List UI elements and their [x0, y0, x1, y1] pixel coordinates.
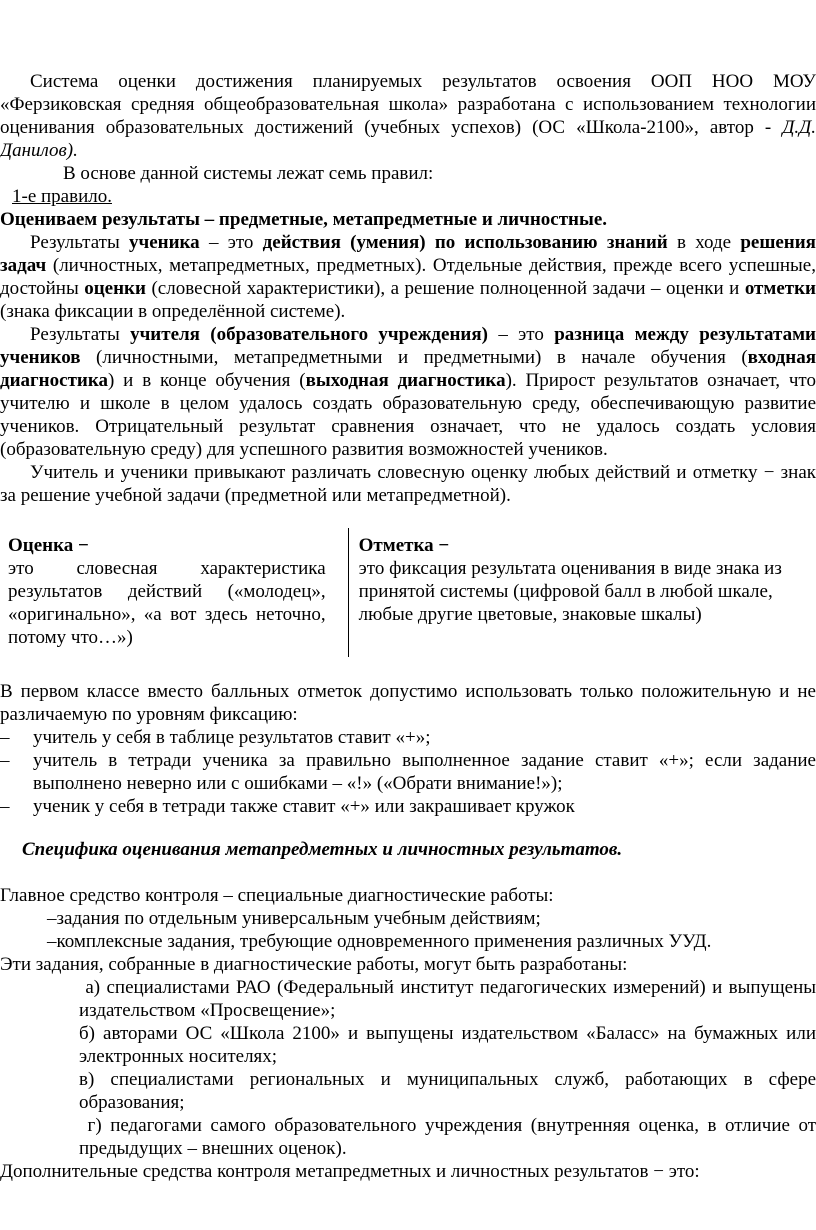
text-run: в ходе [667, 232, 741, 253]
teacher-results-paragraph [0, 323, 816, 461]
text-run: ). Прирост результатов означает, что учителю и школе в целом удалось создать образовательную среду, обеспечивающую развитие учеников. Отрицательный результат сравнения означает, что не удалось создать условия (образовательную среду) для успешного развития возможностей учеников. [0, 370, 816, 460]
rule-1-heading: Оцениваем результаты – предметные, метапредметные и личностные. [0, 209, 608, 230]
specifics-heading: Специфика оценивания метапредметных и личностных результатов. [22, 839, 623, 860]
text-run: ) и в конце обучения ( [108, 370, 306, 391]
additional-control-text: Дополнительные средства контроля метапредметных и личностных результатов − это: [0, 1161, 700, 1182]
grade-mark-comparison-table [8, 528, 816, 657]
bold-run: отметки [744, 278, 816, 299]
bold-run: действия (умения) по использованию знаний [262, 232, 668, 253]
document-page [0, 70, 816, 1183]
text-run: (личностных, метапредметных, предметных). Отдельные действия, прежде всего успешные, достойны [0, 255, 816, 299]
intro-paragraph [0, 70, 816, 162]
author-item: а) специалистами РАО (Федеральный институт педагогических измерений) и выпущены издательством «Просвещение»; [79, 977, 816, 1021]
first-grade-list [0, 726, 816, 818]
developed-by-text: Эти задания, собранные в диагностические работы, могут быть разработаны: [0, 954, 628, 975]
grade-title: Оценка − [8, 535, 89, 556]
author-item: г) педагогами самого образовательного учреждения (внутренняя оценка, в отличие от предыдущих – внешних оценок). [79, 1115, 816, 1159]
task-item: –комплексные задания, требующие одновременного применения различных УУД. [47, 931, 712, 952]
text-run: Результаты [30, 232, 129, 253]
list-item-text: ученик у себя в тетради также ставит «+» или закрашивает кружок [33, 796, 575, 817]
mark-definition: это фиксация результата оценивания в виде знака из принятой системы (цифровой балл в любой шкале, любые другие цветовые, знаковые шкалы) [358, 558, 782, 625]
text-run: – это [199, 232, 263, 253]
bold-run: ученика [128, 232, 200, 253]
bold-run: разница между результатами учеников [0, 324, 816, 368]
text-run: – это [487, 324, 555, 345]
dash-marker: – [0, 727, 10, 748]
dash-marker: – [0, 796, 10, 817]
rules-intro: В основе данной системы лежат семь правил: [63, 163, 434, 184]
bold-run: оценки [84, 278, 146, 299]
list-item-text: учитель в тетради ученика за правильно выполненное задание ставит «+»; если задание выполнено неверно или с ошибками – «!» («Обрати внимание!»); [33, 750, 816, 794]
intro-author: Д.Д. Данилов). [0, 117, 816, 161]
author-item: в) специалистами региональных и муниципальных служб, работающих в сфере образования; [79, 1069, 816, 1113]
bold-run: решения задач [0, 232, 816, 276]
grade-vs-mark-paragraph: Учитель и ученики привыкают различать словесную оценку любых действий и отметку − знак за решение учебной задачи (предметной или метапредметной). [0, 462, 816, 506]
main-control-text: Главное средство контроля – специальные диагностические работы: [0, 885, 554, 906]
text-run: (словесной характеристики), а решение полноценной задачи – оценки и [145, 278, 745, 299]
author-item: б) авторами ОС «Школа 2100» и выпущены издательством «Баласс» на бумажных или электронных носителях; [79, 1023, 816, 1067]
first-grade-intro: В первом классе вместо балльных отметок допустимо использовать только положительную и не различаемую по уровням фиксацию: [0, 681, 816, 725]
list-item [0, 795, 816, 818]
list-item [0, 749, 816, 795]
list-item-text: учитель у себя в таблице результатов ставит «+»; [33, 727, 431, 748]
grade-definition: это словесная характеристика результатов действий («молодец», «оригинально», «а вот здесь неточно, потому что…») [8, 558, 326, 648]
text-run: (знака фиксации в определённой системе). [0, 301, 346, 322]
student-results-paragraph [0, 231, 816, 323]
dash-marker: – [0, 750, 10, 771]
mark-title: Отметка − [358, 535, 450, 556]
intro-text: Система оценки достижения планируемых результатов освоения ООП НОО МОУ «Ферзиковская средняя общеобразовательная школа» разработана с использованием технологии оценивания образовательных достижений (учебных успехов) (ОС «Школа-2100», автор - [0, 71, 816, 138]
grade-definition-cell [8, 528, 348, 657]
bold-run: выходная диагностика [305, 370, 506, 391]
mark-definition-cell [348, 528, 816, 657]
bold-run: учителя (образовательного учреждения) [130, 324, 488, 345]
rule-1-label: 1-е правило. [12, 186, 112, 207]
task-item: –задания по отдельным универсальным учебным действиям; [47, 908, 541, 929]
text-run: (личностными, метапредметными и предметными) в начале обучения ( [80, 347, 748, 368]
list-item [0, 726, 816, 749]
bold-run: входная диагностика [0, 347, 816, 391]
text-run: Результаты [30, 324, 131, 345]
